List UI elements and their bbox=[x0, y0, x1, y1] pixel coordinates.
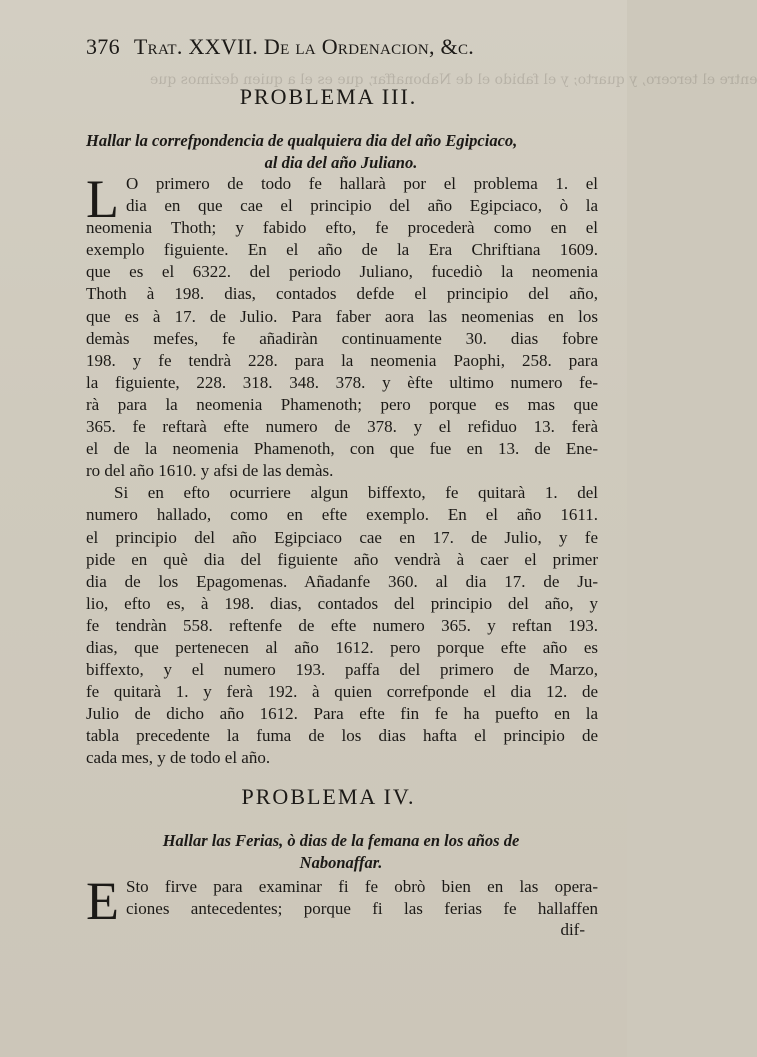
text-line: lio, efto es, à 198. dias, contados del principio del año, y bbox=[86, 593, 598, 613]
text-line: dias, que pertenecen al año 1612. pero porque efte año es bbox=[86, 637, 598, 657]
text-line: que es el 6322. del periodo Juliano, fucediò la neomenia bbox=[86, 262, 598, 282]
bleed-through-text: entre el tercero, y quarto; y el fabido el de Nabonaffar, que es el a quien dezimos que bbox=[150, 72, 757, 88]
drop-cap-e: E bbox=[86, 871, 119, 931]
text-line: cada mes, y de todo el año. bbox=[86, 748, 271, 768]
text-line: la figuiente, 228. 318. 348. 378. y èfte ultimo numero fe- bbox=[86, 372, 598, 392]
text-line: rà para la neomenia Phamenoth; pero porque es mas que bbox=[86, 394, 598, 414]
text-line: Julio de dicho año 1612. Para efte fin fe ha puefto en la bbox=[86, 704, 598, 724]
text-line: neomenia Thoth; y fabido efto, fe procederà como en el bbox=[86, 218, 598, 238]
text-line: tabla precedente la fuma de los dias hafta el principio de bbox=[86, 726, 598, 746]
text-line: el principio del año Egipciaco cae en 17. de Julio, y fe bbox=[86, 527, 598, 547]
subtitle-line: al dia del año Juliano. bbox=[264, 153, 418, 172]
text-line: 365. fe reftarà efte numero de 378. y el refiduo 13. ferà bbox=[86, 417, 598, 437]
problem-3-text bbox=[86, 169, 598, 770]
problem-4-text bbox=[86, 876, 598, 920]
text-line: dia de los Epagomenas. Añadanfe 360. al dia 17. de Ju- bbox=[86, 571, 598, 591]
text-line: biffexto, y el numero 193. paffa del primero de Marzo, bbox=[86, 660, 598, 680]
text-line: numero hallado, como en efte exemplo. En el año 1611. bbox=[86, 505, 598, 525]
text-line: exemplo figuiente. En el año de la Era Chriftiana 1609. bbox=[86, 240, 598, 260]
subtitle-line: Nabonaffar. bbox=[299, 853, 383, 872]
subtitle-line: Hallar las Ferias, ò dias de la femana en los años de bbox=[162, 831, 520, 850]
text-line: demàs mefes, fe añadiràn continuamente 30. dias fobre bbox=[86, 328, 598, 348]
text-line: ro del año 1610. y afsi de las demàs. bbox=[86, 461, 334, 481]
text-line: fe tendràn 558. reftenfe de efte numero 365. y reftan 193. bbox=[86, 615, 598, 635]
problem-3-subtitle bbox=[86, 130, 596, 174]
problem-3-title: PROBLEMA III. bbox=[239, 84, 418, 109]
text-line: que es à 17. de Julio. Para faber aora las neomenias en los bbox=[86, 306, 598, 326]
problem-4-subtitle bbox=[86, 830, 596, 874]
running-header bbox=[86, 34, 556, 60]
drop-cap-l: L bbox=[86, 169, 119, 229]
running-title: Trat. XXVII. De la Ordenacion, &c. bbox=[133, 34, 475, 59]
page-number: 376 bbox=[86, 34, 120, 59]
catchword: dif- bbox=[560, 920, 585, 939]
text-line: pide en què dia del figuiente año vendrà à caer el primer bbox=[86, 549, 598, 569]
text-line: Thoth à 198. dias, contados defde el principio del año, bbox=[86, 284, 598, 304]
problem-4-title: PROBLEMA IV. bbox=[241, 784, 416, 809]
text-line: 198. y fe tendrà 228. para la neomenia Paophi, 258. para bbox=[86, 350, 598, 370]
text-line: dia en que cae el principio del año Egipciaco, ò la bbox=[126, 196, 598, 216]
text-line: Si en efto ocurriere algun biffexto, fe quitarà 1. del bbox=[114, 483, 598, 503]
subtitle-line: Hallar la correfpondencia de qualquiera dia del año Egipciaco, bbox=[86, 131, 518, 150]
text-line: fe quitarà 1. y ferà 192. à quien correfponde el dia 12. de bbox=[86, 682, 598, 702]
text-line: Sto firve para examinar fi fe obrò bien en las opera- bbox=[126, 877, 598, 896]
text-line: O primero de todo fe hallarà por el problema 1. el bbox=[126, 174, 598, 193]
text-line: el de la neomenia Phamenoth, con que fue en 13. de Ene- bbox=[86, 439, 598, 459]
text-line: ciones antecedentes; porque fi las ferias fe hallaffen bbox=[126, 899, 598, 919]
